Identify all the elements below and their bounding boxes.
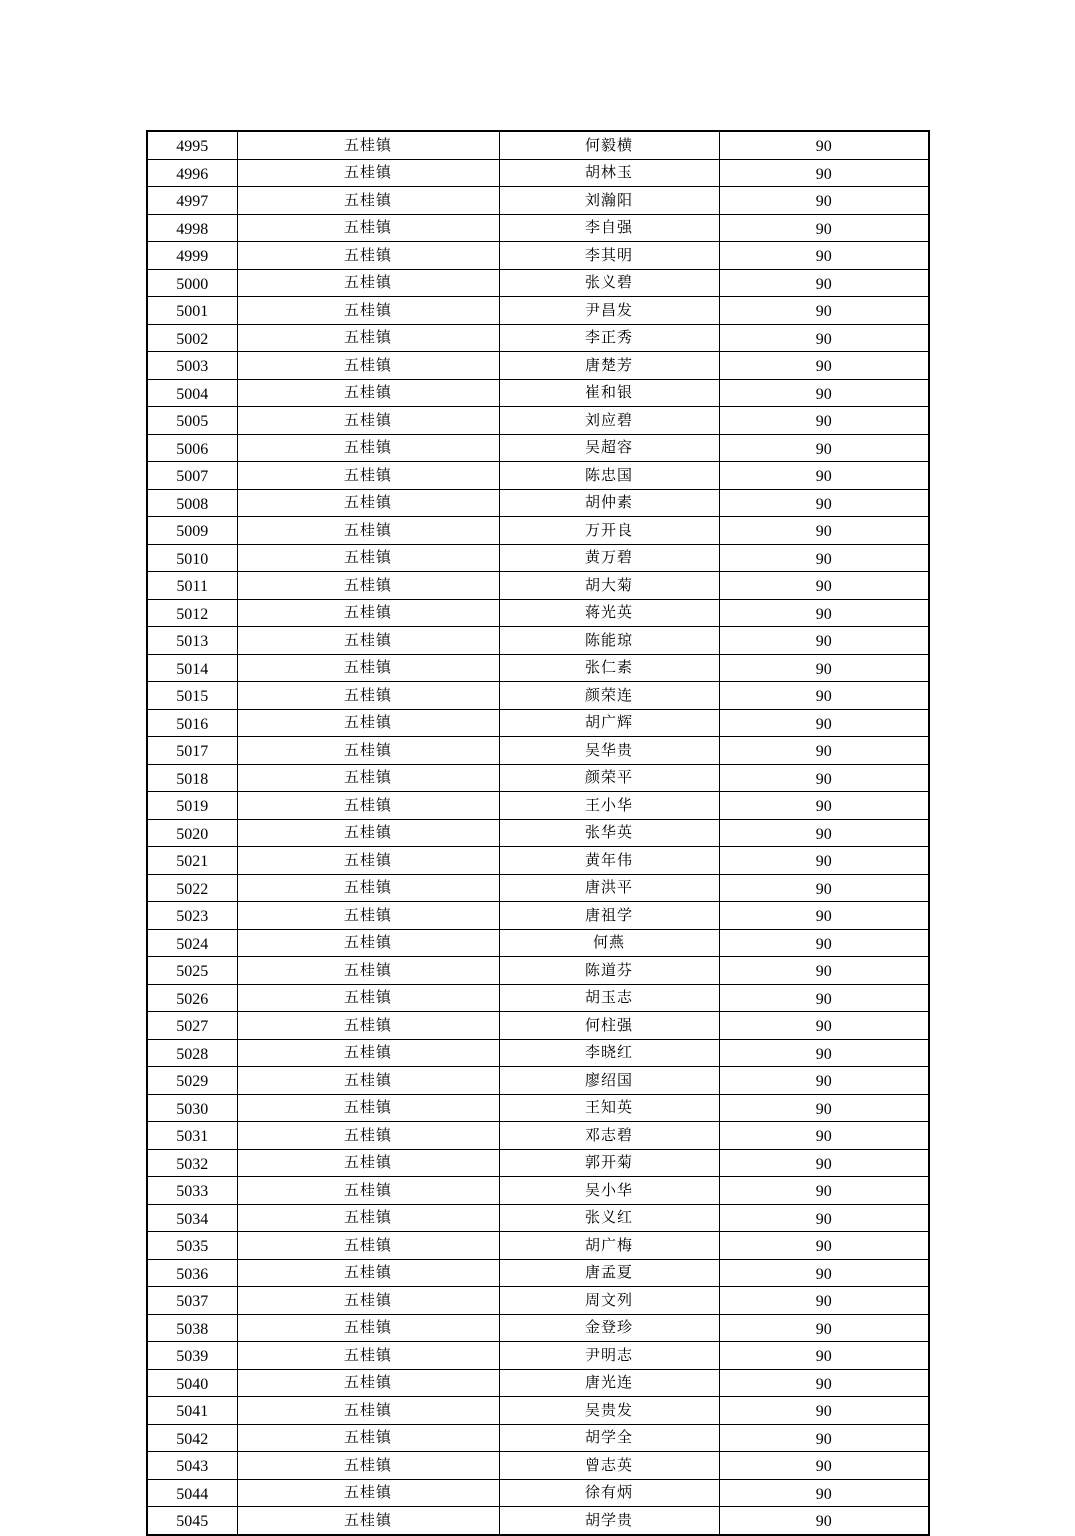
table-row — [147, 1424, 929, 1452]
row-number-cell: 5041 — [147, 1397, 237, 1425]
person-name-cell: 李其明 — [499, 242, 719, 270]
person-name-cell: 黄万碧 — [499, 544, 719, 572]
row-number-cell: 5015 — [147, 682, 237, 710]
person-name-cell: 刘应碧 — [499, 407, 719, 435]
person-name-cell: 何柱强 — [499, 1012, 719, 1040]
row-number-cell: 5042 — [147, 1424, 237, 1452]
person-name-cell: 万开良 — [499, 517, 719, 545]
table-row — [147, 819, 929, 847]
amount-cell: 90 — [719, 407, 929, 435]
town-cell: 五桂镇 — [237, 1149, 499, 1177]
town-cell: 五桂镇 — [237, 819, 499, 847]
amount-cell: 90 — [719, 819, 929, 847]
town-cell: 五桂镇 — [237, 462, 499, 490]
town-cell: 五桂镇 — [237, 1314, 499, 1342]
person-name-cell: 颜荣平 — [499, 764, 719, 792]
town-cell: 五桂镇 — [237, 297, 499, 325]
table-row — [147, 847, 929, 875]
row-number-cell: 5011 — [147, 572, 237, 600]
amount-cell: 90 — [719, 1314, 929, 1342]
table-row — [147, 984, 929, 1012]
table-row — [147, 1342, 929, 1370]
table-row — [147, 1259, 929, 1287]
row-number-cell: 5033 — [147, 1177, 237, 1205]
town-cell: 五桂镇 — [237, 737, 499, 765]
row-number-cell: 5045 — [147, 1507, 237, 1535]
amount-cell: 90 — [719, 1397, 929, 1425]
table-row — [147, 269, 929, 297]
amount-cell: 90 — [719, 902, 929, 930]
town-cell: 五桂镇 — [237, 847, 499, 875]
person-name-cell: 何燕 — [499, 929, 719, 957]
town-cell: 五桂镇 — [237, 1259, 499, 1287]
row-number-cell: 5010 — [147, 544, 237, 572]
table-row — [147, 654, 929, 682]
town-cell: 五桂镇 — [237, 1122, 499, 1150]
amount-cell: 90 — [719, 489, 929, 517]
table-row — [147, 242, 929, 270]
amount-cell: 90 — [719, 709, 929, 737]
town-cell: 五桂镇 — [237, 1012, 499, 1040]
table-row — [147, 572, 929, 600]
table-row — [147, 407, 929, 435]
person-name-cell: 张仁素 — [499, 654, 719, 682]
amount-cell: 90 — [719, 159, 929, 187]
person-name-cell: 胡广梅 — [499, 1232, 719, 1260]
town-cell: 五桂镇 — [237, 1507, 499, 1535]
table-row — [147, 957, 929, 985]
amount-cell: 90 — [719, 131, 929, 159]
person-name-cell: 吴超容 — [499, 434, 719, 462]
amount-cell: 90 — [719, 1067, 929, 1095]
table-row — [147, 1369, 929, 1397]
town-cell: 五桂镇 — [237, 902, 499, 930]
person-name-cell: 胡玉志 — [499, 984, 719, 1012]
row-number-cell: 5021 — [147, 847, 237, 875]
person-name-cell: 何毅横 — [499, 131, 719, 159]
row-number-cell: 5023 — [147, 902, 237, 930]
amount-cell: 90 — [719, 847, 929, 875]
person-name-cell: 王知英 — [499, 1094, 719, 1122]
row-number-cell: 5044 — [147, 1479, 237, 1507]
table-row — [147, 131, 929, 159]
row-number-cell: 5018 — [147, 764, 237, 792]
row-number-cell: 5030 — [147, 1094, 237, 1122]
person-name-cell: 金登珍 — [499, 1314, 719, 1342]
row-number-cell: 5016 — [147, 709, 237, 737]
town-cell: 五桂镇 — [237, 1067, 499, 1095]
table-row — [147, 929, 929, 957]
table-row — [147, 1149, 929, 1177]
person-name-cell: 张华英 — [499, 819, 719, 847]
table-row — [147, 1177, 929, 1205]
town-cell: 五桂镇 — [237, 379, 499, 407]
amount-cell: 90 — [719, 1479, 929, 1507]
amount-cell: 90 — [719, 1012, 929, 1040]
town-cell: 五桂镇 — [237, 517, 499, 545]
person-name-cell: 唐光连 — [499, 1369, 719, 1397]
row-number-cell: 4998 — [147, 214, 237, 242]
table-row — [147, 792, 929, 820]
town-cell: 五桂镇 — [237, 984, 499, 1012]
row-number-cell: 4997 — [147, 187, 237, 215]
town-cell: 五桂镇 — [237, 159, 499, 187]
amount-cell: 90 — [719, 462, 929, 490]
person-name-cell: 蒋光英 — [499, 599, 719, 627]
row-number-cell: 5003 — [147, 352, 237, 380]
table-row — [147, 682, 929, 710]
table-row — [147, 1507, 929, 1535]
amount-cell: 90 — [719, 1259, 929, 1287]
town-cell: 五桂镇 — [237, 544, 499, 572]
table-row — [147, 1067, 929, 1095]
table-row — [147, 517, 929, 545]
town-cell: 五桂镇 — [237, 792, 499, 820]
person-name-cell: 唐祖学 — [499, 902, 719, 930]
row-number-cell: 5012 — [147, 599, 237, 627]
person-name-cell: 廖绍国 — [499, 1067, 719, 1095]
person-name-cell: 胡广辉 — [499, 709, 719, 737]
row-number-cell: 5043 — [147, 1452, 237, 1480]
table-row — [147, 874, 929, 902]
person-name-cell: 崔和银 — [499, 379, 719, 407]
town-cell: 五桂镇 — [237, 214, 499, 242]
town-cell: 五桂镇 — [237, 764, 499, 792]
table-row — [147, 324, 929, 352]
row-number-cell: 5017 — [147, 737, 237, 765]
row-number-cell: 5007 — [147, 462, 237, 490]
amount-cell: 90 — [719, 1094, 929, 1122]
row-number-cell: 5038 — [147, 1314, 237, 1342]
roster-table-body — [147, 131, 929, 1535]
amount-cell: 90 — [719, 1369, 929, 1397]
amount-cell: 90 — [719, 517, 929, 545]
row-number-cell: 5022 — [147, 874, 237, 902]
person-name-cell: 张义红 — [499, 1204, 719, 1232]
amount-cell: 90 — [719, 242, 929, 270]
table-row — [147, 1287, 929, 1315]
table-row — [147, 627, 929, 655]
table-row — [147, 764, 929, 792]
row-number-cell: 5036 — [147, 1259, 237, 1287]
amount-cell: 90 — [719, 627, 929, 655]
town-cell: 五桂镇 — [237, 1424, 499, 1452]
town-cell: 五桂镇 — [237, 874, 499, 902]
town-cell: 五桂镇 — [237, 242, 499, 270]
amount-cell: 90 — [719, 1424, 929, 1452]
town-cell: 五桂镇 — [237, 1397, 499, 1425]
table-row — [147, 1314, 929, 1342]
table-row — [147, 434, 929, 462]
town-cell: 五桂镇 — [237, 1287, 499, 1315]
amount-cell: 90 — [719, 1039, 929, 1067]
amount-cell: 90 — [719, 434, 929, 462]
amount-cell: 90 — [719, 214, 929, 242]
amount-cell: 90 — [719, 1177, 929, 1205]
amount-cell: 90 — [719, 297, 929, 325]
amount-cell: 90 — [719, 269, 929, 297]
person-name-cell: 胡林玉 — [499, 159, 719, 187]
row-number-cell: 5009 — [147, 517, 237, 545]
amount-cell: 90 — [719, 544, 929, 572]
row-number-cell: 5028 — [147, 1039, 237, 1067]
town-cell: 五桂镇 — [237, 572, 499, 600]
table-row — [147, 737, 929, 765]
town-cell: 五桂镇 — [237, 1369, 499, 1397]
person-name-cell: 吴贵发 — [499, 1397, 719, 1425]
table-row — [147, 379, 929, 407]
table-row — [147, 709, 929, 737]
person-name-cell: 胡学全 — [499, 1424, 719, 1452]
table-row — [147, 1479, 929, 1507]
town-cell: 五桂镇 — [237, 434, 499, 462]
row-number-cell: 5025 — [147, 957, 237, 985]
person-name-cell: 李自强 — [499, 214, 719, 242]
row-number-cell: 5004 — [147, 379, 237, 407]
person-name-cell: 曾志英 — [499, 1452, 719, 1480]
person-name-cell: 颜荣连 — [499, 682, 719, 710]
person-name-cell: 郭开菊 — [499, 1149, 719, 1177]
table-row — [147, 1232, 929, 1260]
town-cell: 五桂镇 — [237, 131, 499, 159]
person-name-cell: 陈能琼 — [499, 627, 719, 655]
town-cell: 五桂镇 — [237, 709, 499, 737]
town-cell: 五桂镇 — [237, 352, 499, 380]
town-cell: 五桂镇 — [237, 1232, 499, 1260]
town-cell: 五桂镇 — [237, 957, 499, 985]
town-cell: 五桂镇 — [237, 654, 499, 682]
table-row — [147, 214, 929, 242]
town-cell: 五桂镇 — [237, 1177, 499, 1205]
town-cell: 五桂镇 — [237, 407, 499, 435]
person-name-cell: 唐孟夏 — [499, 1259, 719, 1287]
table-row — [147, 297, 929, 325]
row-number-cell: 5020 — [147, 819, 237, 847]
table-row — [147, 599, 929, 627]
person-name-cell: 陈道芬 — [499, 957, 719, 985]
town-cell: 五桂镇 — [237, 1094, 499, 1122]
person-name-cell: 李晓红 — [499, 1039, 719, 1067]
person-name-cell: 吴华贵 — [499, 737, 719, 765]
amount-cell: 90 — [719, 1204, 929, 1232]
person-name-cell: 胡大菊 — [499, 572, 719, 600]
person-name-cell: 胡学贵 — [499, 1507, 719, 1535]
town-cell: 五桂镇 — [237, 269, 499, 297]
town-cell: 五桂镇 — [237, 599, 499, 627]
town-cell: 五桂镇 — [237, 1452, 499, 1480]
town-cell: 五桂镇 — [237, 187, 499, 215]
person-name-cell: 周文列 — [499, 1287, 719, 1315]
row-number-cell: 5027 — [147, 1012, 237, 1040]
person-name-cell: 黄年伟 — [499, 847, 719, 875]
amount-cell: 90 — [719, 599, 929, 627]
row-number-cell: 5037 — [147, 1287, 237, 1315]
amount-cell: 90 — [719, 984, 929, 1012]
row-number-cell: 5000 — [147, 269, 237, 297]
amount-cell: 90 — [719, 1149, 929, 1177]
person-name-cell: 唐楚芳 — [499, 352, 719, 380]
row-number-cell: 4995 — [147, 131, 237, 159]
row-number-cell: 5019 — [147, 792, 237, 820]
person-name-cell: 吴小华 — [499, 1177, 719, 1205]
amount-cell: 90 — [719, 572, 929, 600]
table-row — [147, 159, 929, 187]
town-cell: 五桂镇 — [237, 1479, 499, 1507]
amount-cell: 90 — [719, 682, 929, 710]
amount-cell: 90 — [719, 324, 929, 352]
amount-cell: 90 — [719, 1232, 929, 1260]
row-number-cell: 4996 — [147, 159, 237, 187]
amount-cell: 90 — [719, 764, 929, 792]
row-number-cell: 5031 — [147, 1122, 237, 1150]
amount-cell: 90 — [719, 352, 929, 380]
town-cell: 五桂镇 — [237, 1204, 499, 1232]
table-row — [147, 1204, 929, 1232]
table-row — [147, 902, 929, 930]
row-number-cell: 5026 — [147, 984, 237, 1012]
amount-cell: 90 — [719, 1507, 929, 1535]
table-row — [147, 187, 929, 215]
row-number-cell: 5008 — [147, 489, 237, 517]
town-cell: 五桂镇 — [237, 489, 499, 517]
amount-cell: 90 — [719, 737, 929, 765]
row-number-cell: 5002 — [147, 324, 237, 352]
row-number-cell: 5006 — [147, 434, 237, 462]
amount-cell: 90 — [719, 379, 929, 407]
amount-cell: 90 — [719, 1287, 929, 1315]
table-row — [147, 1094, 929, 1122]
town-cell: 五桂镇 — [237, 682, 499, 710]
amount-cell: 90 — [719, 1122, 929, 1150]
person-name-cell: 李正秀 — [499, 324, 719, 352]
roster-table — [146, 130, 930, 1536]
town-cell: 五桂镇 — [237, 1342, 499, 1370]
person-name-cell: 尹明志 — [499, 1342, 719, 1370]
row-number-cell: 5032 — [147, 1149, 237, 1177]
person-name-cell: 刘瀚阳 — [499, 187, 719, 215]
table-row — [147, 1012, 929, 1040]
table-row — [147, 1039, 929, 1067]
person-name-cell: 徐有炳 — [499, 1479, 719, 1507]
town-cell: 五桂镇 — [237, 1039, 499, 1067]
row-number-cell: 5039 — [147, 1342, 237, 1370]
row-number-cell: 5013 — [147, 627, 237, 655]
person-name-cell: 胡仲素 — [499, 489, 719, 517]
amount-cell: 90 — [719, 792, 929, 820]
row-number-cell: 5014 — [147, 654, 237, 682]
row-number-cell: 5040 — [147, 1369, 237, 1397]
person-name-cell: 尹昌发 — [499, 297, 719, 325]
person-name-cell: 王小华 — [499, 792, 719, 820]
amount-cell: 90 — [719, 957, 929, 985]
table-row — [147, 1452, 929, 1480]
amount-cell: 90 — [719, 1342, 929, 1370]
town-cell: 五桂镇 — [237, 627, 499, 655]
row-number-cell: 4999 — [147, 242, 237, 270]
row-number-cell: 5001 — [147, 297, 237, 325]
row-number-cell: 5034 — [147, 1204, 237, 1232]
town-cell: 五桂镇 — [237, 324, 499, 352]
amount-cell: 90 — [719, 654, 929, 682]
row-number-cell: 5035 — [147, 1232, 237, 1260]
row-number-cell: 5024 — [147, 929, 237, 957]
amount-cell: 90 — [719, 874, 929, 902]
row-number-cell: 5005 — [147, 407, 237, 435]
amount-cell: 90 — [719, 1452, 929, 1480]
table-row — [147, 352, 929, 380]
town-cell: 五桂镇 — [237, 929, 499, 957]
amount-cell: 90 — [719, 929, 929, 957]
person-name-cell: 唐洪平 — [499, 874, 719, 902]
table-row — [147, 462, 929, 490]
person-name-cell: 张义碧 — [499, 269, 719, 297]
row-number-cell: 5029 — [147, 1067, 237, 1095]
table-row — [147, 489, 929, 517]
table-row — [147, 544, 929, 572]
person-name-cell: 邓志碧 — [499, 1122, 719, 1150]
table-row — [147, 1122, 929, 1150]
amount-cell: 90 — [719, 187, 929, 215]
table-row — [147, 1397, 929, 1425]
person-name-cell: 陈忠国 — [499, 462, 719, 490]
